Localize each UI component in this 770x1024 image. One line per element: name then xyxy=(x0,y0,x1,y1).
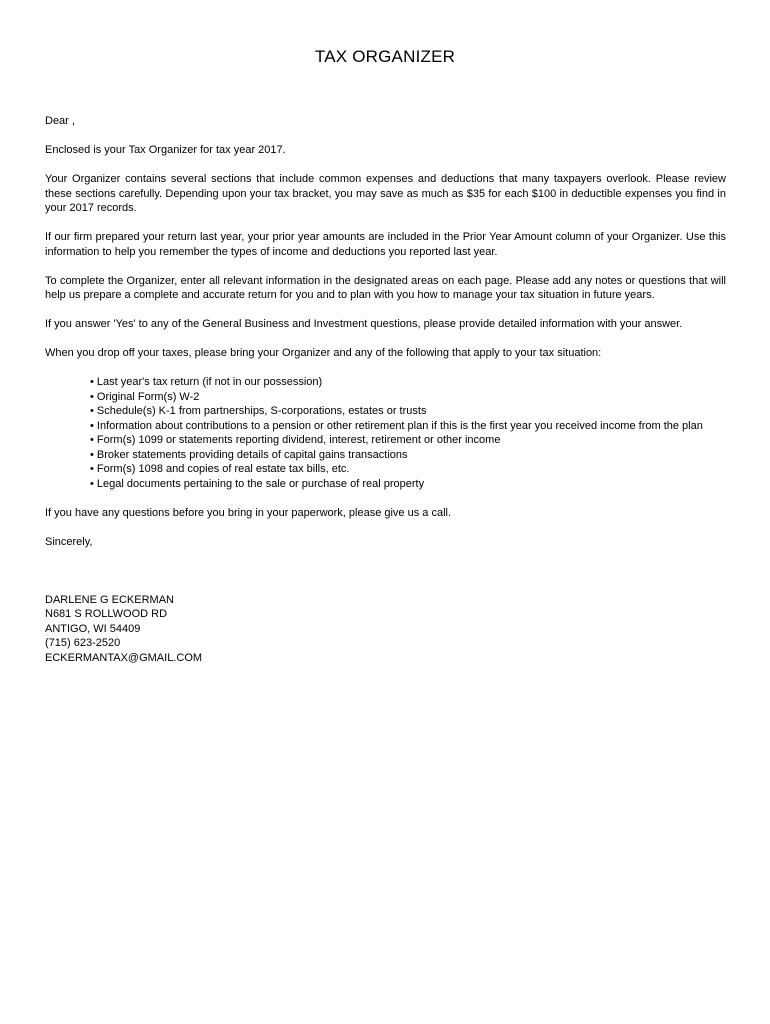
salutation: Dear , xyxy=(45,115,75,127)
list-item: • Form(s) 1098 and copies of real estate tax bills, etc. xyxy=(90,462,726,477)
signer-name: DARLENE G ECKERMAN xyxy=(45,593,174,606)
signature-block xyxy=(45,593,726,666)
signer-city: ANTIGO, WI 54409 xyxy=(45,622,141,635)
list-item: • Form(s) 1099 or statements reporting dividend, interest, retirement or other income xyxy=(90,433,726,448)
intro-paragraph: Enclosed is your Tax Organizer for tax year 2017. xyxy=(45,144,286,156)
signer-phone: (715) 623-2520 xyxy=(45,637,121,649)
list-item: • Original Form(s) W-2 xyxy=(90,390,726,405)
drop-off-paragraph: When you drop off your taxes, please bring your Organizer and any of the following that apply to your tax situation: xyxy=(45,347,602,359)
prior-year-paragraph: If our firm prepared your return last year, your prior year amounts are included in the Prior Year Amount column of your Organizer. Use this information to help you remember the types of income and deductions you reported last year. xyxy=(45,231,726,258)
list-item: • Information about contributions to a pension or other retirement plan if this is the first year you received income from the plan xyxy=(90,419,726,434)
list-item: • Schedule(s) K-1 from partnerships, S-corporations, estates or trusts xyxy=(90,404,726,419)
signer-street: N681 S ROLLWOOD RD xyxy=(45,608,168,620)
letter-body xyxy=(45,114,726,665)
list-item: • Broker statements providing details of capital gains transactions xyxy=(90,448,726,463)
list-item: • Last year's tax return (if not in our possession) xyxy=(90,375,726,390)
closing: Sincerely, xyxy=(45,535,93,548)
documents-list xyxy=(45,375,726,491)
list-item: • Legal documents pertaining to the sale or purchase of real property xyxy=(90,477,726,492)
sections-paragraph: Your Organizer contains several sections that include common expenses and deductions that many taxpayers overlook. Please review these sections carefully. Depending upon your tax bracket, you may save as much as $35 for each $100 in deductible expenses you find in your 2017 records. xyxy=(45,173,726,214)
complete-paragraph: To complete the Organizer, enter all relevant information in the designated areas on each page. Please add any notes or questions that will help us prepare a complete and accurate return for you and to plan with you how to manage your tax situation in future years. xyxy=(45,274,726,301)
yes-answers-paragraph: If you answer 'Yes' to any of the General Business and Investment questions, please provide detailed information with your answer. xyxy=(45,318,683,330)
document-title: TAX ORGANIZER xyxy=(314,47,456,66)
signer-email: ECKERMANTAX@GMAIL.COM xyxy=(45,651,203,664)
questions-paragraph: If you have any questions before you bring in your paperwork, please give us a call. xyxy=(45,506,452,519)
